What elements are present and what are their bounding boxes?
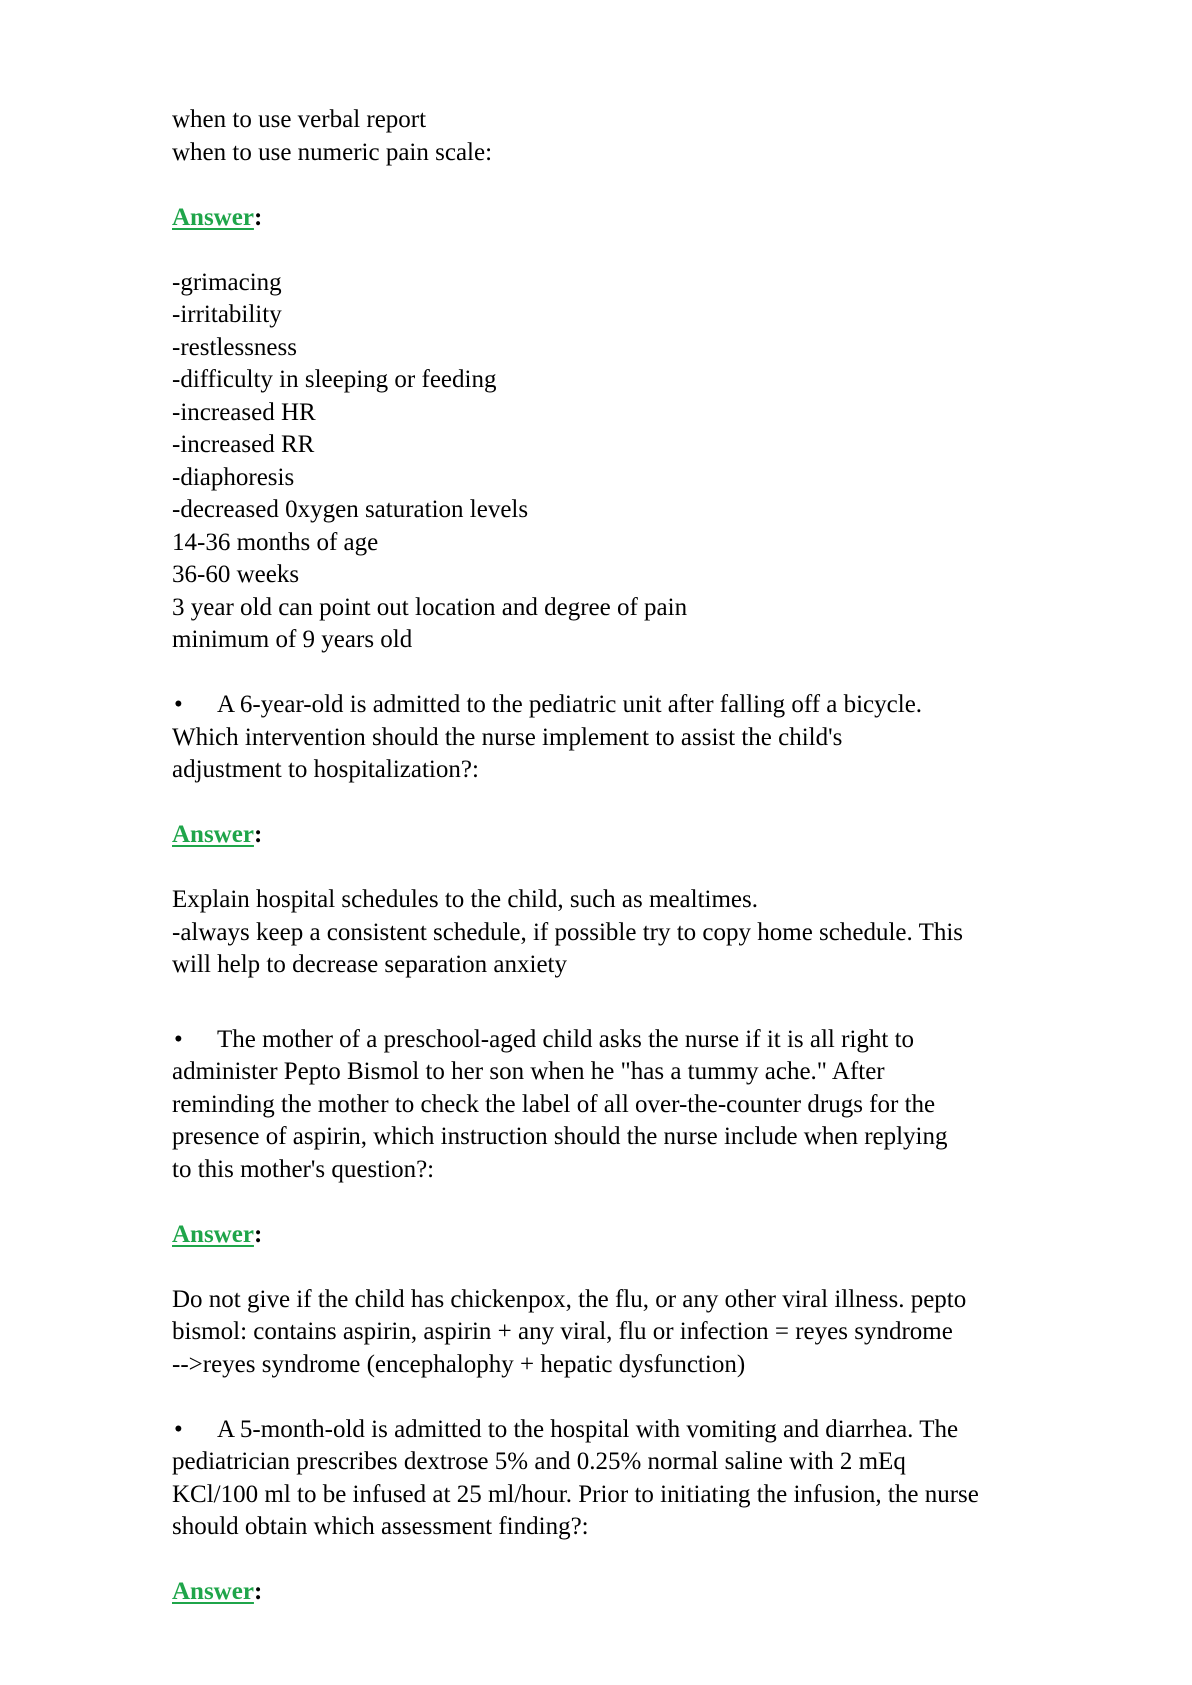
answer-colon: : <box>253 203 263 231</box>
spacer <box>172 787 1092 820</box>
answer-text-line: will help to decrease separation anxiety <box>172 951 567 978</box>
answer-label: Answer <box>172 821 254 848</box>
answer-text-line: minimum of 9 years old <box>172 626 413 653</box>
answer-label: Answer <box>172 1578 254 1605</box>
bullet-icon: • <box>174 1415 183 1443</box>
question-line: presence of aspirin, which instruction should the nurse include when replying <box>172 1123 948 1150</box>
intro-line: when to use numeric pain scale: <box>172 138 493 166</box>
answer-text-line: -diaphoresis <box>172 463 295 491</box>
question-text: A 6-year-old is admitted to the pediatric unit after falling off a bicycle. <box>217 691 923 718</box>
answer-colon: : <box>253 1578 263 1605</box>
bullet-icon: • <box>174 1025 183 1053</box>
spacer <box>172 1186 1092 1219</box>
answer-heading <box>172 1219 1092 1252</box>
question-text: A 5-month-old is admitted to the hospital with vomiting and diarrhea. The <box>217 1415 959 1443</box>
question-line: adjustment to hospitalization?: <box>172 756 479 783</box>
question-line: to this mother's question?: <box>172 1155 435 1183</box>
answer-colon: : <box>253 1220 263 1248</box>
spacer <box>172 1544 1092 1577</box>
question-line: administer Pepto Bismol to her son when he "has a tummy ache." After <box>172 1058 885 1085</box>
spacer <box>172 1251 1092 1284</box>
question-text: The mother of a preschool-aged child asks the nurse if it is all right to <box>217 1025 915 1053</box>
intro-line: when to use verbal report <box>172 106 427 133</box>
answer-text-line: 36-60 weeks <box>172 561 300 588</box>
spacer <box>172 1381 1092 1414</box>
answer-heading <box>172 202 1092 235</box>
bullet-icon: • <box>174 691 183 718</box>
answer-text-line: -increased RR <box>172 431 315 458</box>
answer-text-line: -decreased 0xygen saturation levels <box>172 496 529 523</box>
spacer <box>172 657 1092 690</box>
answer-colon: : <box>253 821 263 848</box>
spacer <box>172 852 1092 885</box>
answer-text-line: -restlessness <box>172 333 297 361</box>
answer-heading <box>172 1576 1092 1609</box>
answer-text-line: Explain hospital schedules to the child, such as mealtimes. <box>172 886 758 913</box>
answer-text-line: -irritability <box>172 301 282 328</box>
answer-text-line: -difficulty in sleeping or feeding <box>172 366 497 393</box>
answer-text-line: -->reyes syndrome (encephalophy + hepatic dysfunction) <box>172 1350 746 1378</box>
question-line: should obtain which assessment finding?: <box>172 1513 589 1540</box>
spacer <box>172 169 1092 202</box>
answer-text-line: Do not give if the child has chickenpox, the flu, or any other viral illness. pepto <box>172 1285 967 1313</box>
answer-text-line: 3 year old can point out location and degree of pain <box>172 593 688 621</box>
document-content <box>172 104 1092 1609</box>
question-line <box>172 1414 1092 1447</box>
answer-text-line: 14-36 months of age <box>172 528 379 556</box>
question-line <box>172 689 1092 722</box>
answer-text-line: bismol: contains aspirin, aspirin + any viral, flu or infection = reyes syndrome <box>172 1318 953 1345</box>
answer-label: Answer <box>172 203 254 231</box>
answer-text-line: -increased HR <box>172 398 316 426</box>
question-line <box>172 1024 1092 1057</box>
spacer <box>172 234 1092 267</box>
question-line: pediatrician prescribes dextrose 5% and 0.25% normal saline with 2 mEq <box>172 1448 906 1475</box>
question-line: KCl/100 ml to be infused at 25 ml/hour. Prior to initiating the infusion, the nurse <box>172 1480 979 1508</box>
question-line: Which intervention should the nurse implement to assist the child's <box>172 723 843 751</box>
spacer <box>172 982 1092 1024</box>
answer-text-line: -grimacing <box>172 268 282 296</box>
answer-text-line: -always keep a consistent schedule, if possible try to copy home schedule. This <box>172 918 964 946</box>
answer-label: Answer <box>172 1220 254 1248</box>
question-line: reminding the mother to check the label of all over-the-counter drugs for the <box>172 1090 936 1118</box>
answer-heading <box>172 819 1092 852</box>
